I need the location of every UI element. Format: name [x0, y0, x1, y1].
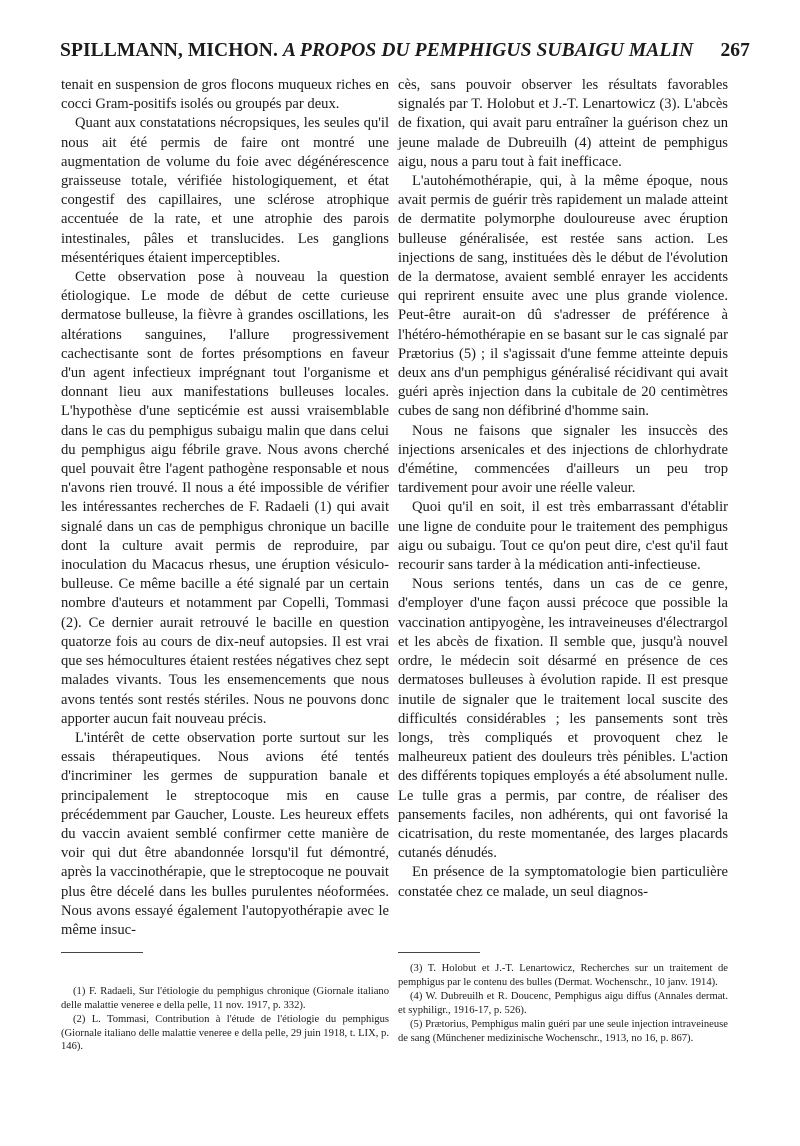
header-title: A PROPOS DU PEMPHIGUS SUBAIGU MALIN [282, 40, 694, 61]
footnote: (1) F. Radaeli, Sur l'étiologie du pemphigus chronique (Giornale italiano delle malattie veneree e della pelle, 11 nov. 1917, p. 332). [61, 986, 389, 1011]
header-authors: SPILLMANN, MICHON. [60, 40, 278, 61]
paragraph: L'intérêt de cette observation porte surtout sur les essais thérapeutiques. Nous avions été tentés d'incriminer les germes de suppuration banale et principalement le streptocoque mis en cause précédemment par Gaucher, Louste. Les heureux effets du vaccin avaient semblé confirmer cette manière de voir qui dut être abandonnée lorsqu'il fut démontré, après la vaccinothérapie, que le streptocoque ne pouvait plus être décelé dans les bulles purulentes néoformées. Nous avons essayé également l'autopyothérapie avec le même insuc- [61, 729, 389, 938]
paragraph: Nous ne faisons que signaler les insuccès des injections arsenicales et des injections de chlorhydrate d'émétine, commencées d'ailleurs un peu trop tardivement pour avoir une réelle valeur. [398, 422, 728, 497]
footnote: (5) Prætorius, Pemphigus malin guéri par une seule injection intraveineuse de sang (Münchener medizinische Wochenschr., 1913, no 16, p. 867). [398, 1019, 728, 1044]
footnote: (4) W. Dubreuilh et R. Doucenc, Pemphigus aigu diffus (Annales dermat. et syphiligr., 1916-17, p. 526). [398, 991, 728, 1016]
footnotes-left [61, 985, 389, 1055]
paragraph: cès, sans pouvoir observer les résultats favorables signalés par T. Holobut et J.-T. Lenartowicz (3). L'abcès de fixation, qui avait paru entraîner la guérison chez un jeune malade de Dubreuilh (4) atteint de pemphigus aigu, nous a paru tout à fait inefficace. [398, 77, 728, 170]
paragraph: En présence de la symptomatologie bien particulière constatée chez ce malade, un seul diagnos- [398, 864, 728, 900]
paragraph: L'autohémothérapie, qui, à la même époque, nous avait permis de guérir très rapidement un malade atteint de dermatite polymorphe douloureuse avec éruption bulleuse généralisée, est restée sans action. Les injections de sang, instituées dès le début de l'évolution de la dermatose, avaient semblé enrayer les accidents qui reprirent ensuite avec une plus grande violence. Peut-être aurait-on dû s'adresser de préférence à l'hétéro-hémothérapie en se basant sur le cas signalé par Prætorius (5) ; il s'agissait d'une femme atteinte depuis deux ans d'un pemphigus généralisé récidivant qui avait guéri après injection dans la cubitale de 20 centimètres cubes de sang non défibriné d'homme sain. [398, 173, 728, 420]
footnote: (3) T. Holobut et J.-T. Lenartowicz, Recherches sur un traitement de pemphigus par le contenu des bulles (Dermat. Wochenschr., 10 janv. 1914). [398, 963, 728, 988]
right-column [398, 76, 728, 902]
footnote-divider [61, 952, 143, 953]
running-header [60, 40, 750, 70]
paragraph: Quant aux constatations nécropsiques, les seules qu'il nous ait été permis de faire ont montré une augmentation de volume du foie avec dégénérescence graisseuse totale, vérifiée histologiquement, et état congestif des capillaires, une sclérose atrophique accentuée de la rate, et une atrophie des parois intestinales, pâles et translucides. Les ganglions mésentériques étaient imperceptibles. [61, 115, 389, 266]
footnote-divider [398, 952, 480, 953]
page-number: 267 [720, 40, 750, 61]
footnotes-right [398, 962, 728, 1047]
paragraph: Quoi qu'il en soit, il est très embarrassant d'établir une ligne de conduite pour le traitement des pemphigus aigu ou subaigu. Tout ce qu'on peut dire, c'est qu'il faut recourir sans tarder à la médication anti-infectieuse. [398, 499, 728, 574]
left-column [61, 76, 389, 940]
paragraph: Cette observation pose à nouveau la question étiologique. Le mode de début de cette curieuse dermatose bulleuse, la fièvre à grandes oscillations, les altérations sanguines, l'allure progressivement cachectisante sont de fortes présomptions en faveur d'un agent infectieux imprégnant tout l'organisme et donnant lieu aux manifestations bulleuses locales. L'hypothèse d'une septicémie est aussi vraisemblable dans le cas du pemphigus subaigu malin que dans celui du pemphigus aigu fébrile grave. Nous avons cherché quel pouvait être l'agent pathogène responsable et nous n'avons rien trouvé. Il nous a été impossible de vérifier les intéressantes recherches de F. Radaeli (1) qui avait signalé dans un cas de pemphigus chronique un bacille dont la culture avait permis de reproduire, par inoculation du Macacus rhesus, une éruption vésiculo-bulleuse. Ce même bacille a été signalé par un certain nombre d'auteurs et notamment par Copelli, Tommasi (2). Ce dernier aurait retrouvé le bacille en question quatorze fois au cours de dix-neuf autopsies. Il est vrai que ses hémocultures étaient restées négatives chez sept malades vivants. Tous les ensemencements que nous avons tentés sont restés stériles. Nous ne pouvons donc apporter aucun fait nouveau précis. [61, 269, 389, 727]
paragraph: Nous serions tentés, dans un cas de ce genre, d'employer d'une façon aussi précoce que possible la vaccination antipyogène, les intraveineuses d'électrargol et les abcès de fixation. Il semble que, jusqu'à nouvel ordre, le médecin soit désarmé en présence de ces dermatoses bulleuses à évolution rapide. Il est presque inutile de signaler que le traitement local suscite des difficultés considérables ; les pansements sont très longs, très compliqués et provoquent chez le malheureux patient des douleurs très pénibles. L'action des différents topiques employés a été absolument nulle. Le tulle gras a permis, par contre, de réaliser des pansements faciles, non adhérents, qui ont favorisé la cicatrisation, du reste momentanée, des larges placards cutanés dénudés. [398, 576, 728, 862]
paragraph: tenait en suspension de gros flocons muqueux riches en cocci Gram-positifs isolés ou groupés par deux. [61, 77, 389, 113]
footnote: (2) L. Tommasi, Contribution à l'étude de l'étiologie du pemphigus (Giornale italiano delle malattie veneree e della pelle, 29 juin 1918, t. LIX, p. 146). [61, 1014, 389, 1053]
